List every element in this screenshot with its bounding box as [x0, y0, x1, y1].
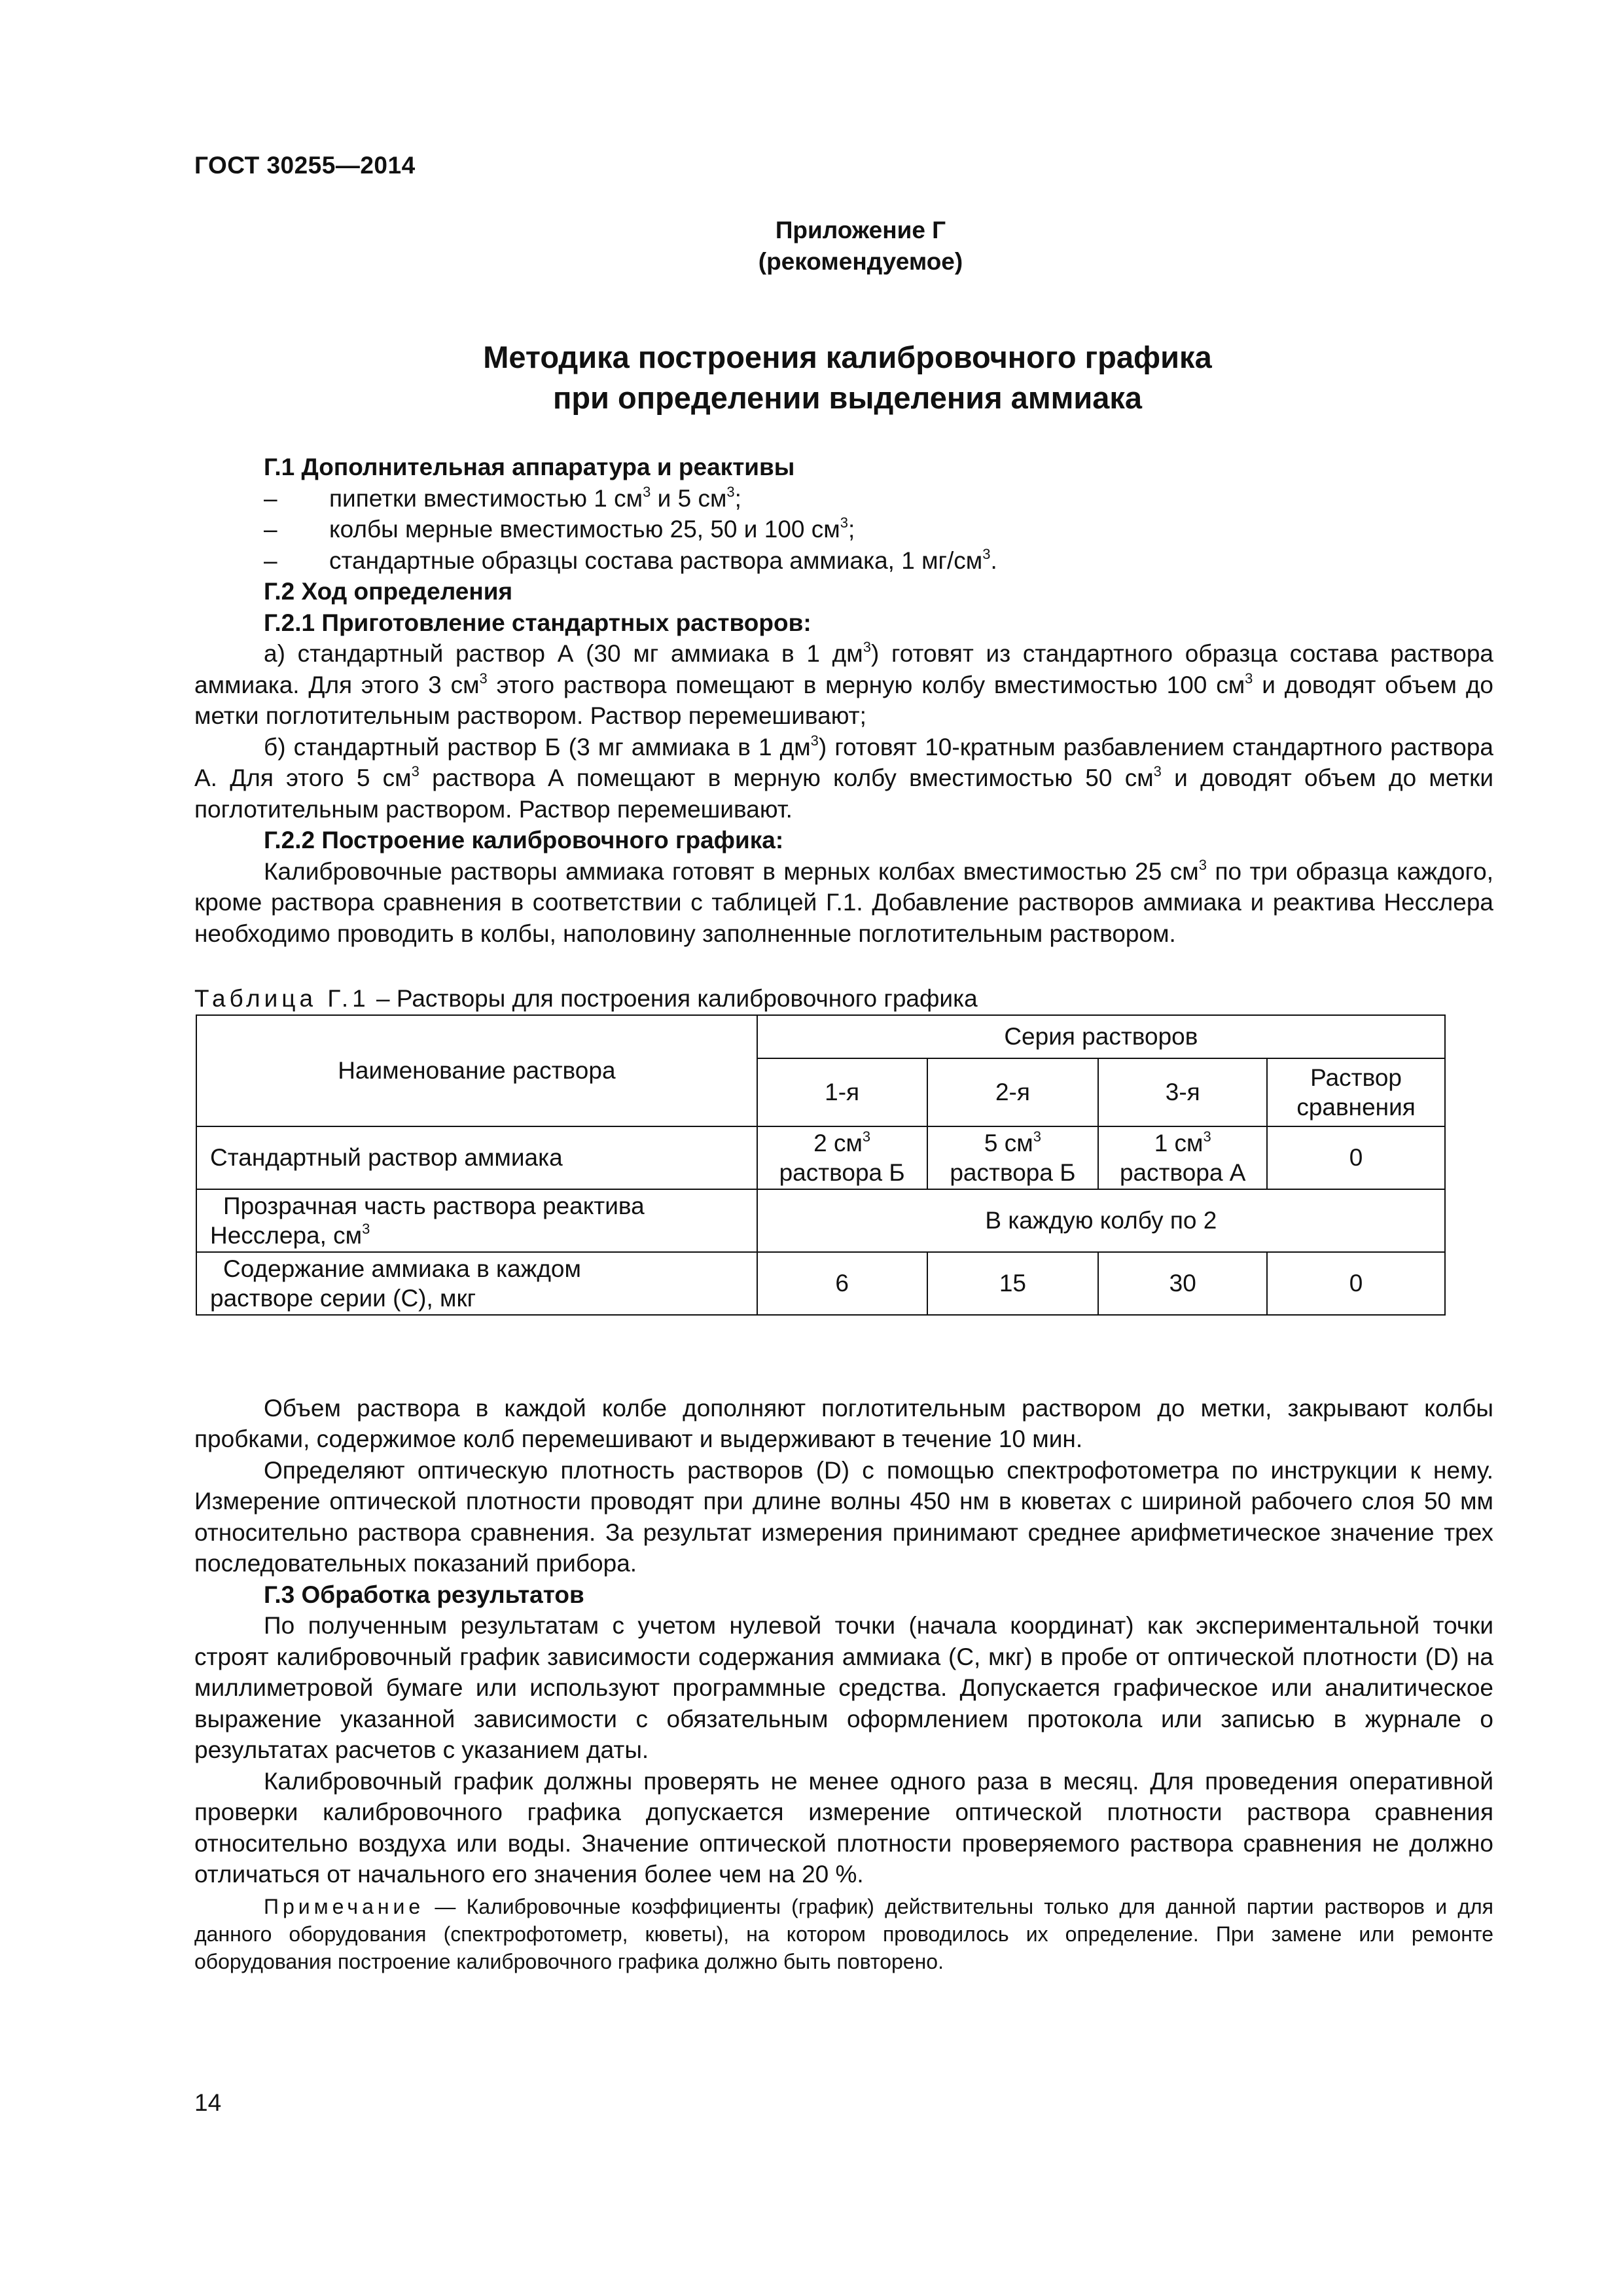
solutions-table	[196, 1014, 1446, 1316]
table-caption-label: Таблица Г.1	[194, 985, 370, 1012]
paragraph-processing: По полученным результатам с учетом нулевой точки (начала координат) как экспериментальной точки строят калибровочный график зависимости содержания аммиака (С, мкг) в пробе от оптической плотности (D) на миллиметровой бумаге или используют программные средства. Допускается графическое или аналитическое выражение указанной зависимости с обязательным оформлением протокола или записью в журнале о результатах расчетов с указанием даты.	[194, 1612, 1493, 1763]
appendix-status: (рекомендуемое)	[758, 248, 963, 275]
header-cell-series-2: 2-я	[927, 1058, 1099, 1126]
table-cell: 2 $см^3$ раствора Б	[757, 1126, 927, 1189]
table-cell: 1 $см^3$ раствора А	[1098, 1126, 1267, 1189]
table-caption	[194, 983, 1493, 1014]
paragraph-optical-density: Определяют оптическую плотность растворов (D) с помощью спектрофотометра по инструкции к нему. Измерение оптической плотности проводят при длине волны 450 нм в кюветах с шириной рабочего слоя 50 мм относительно раствора сравнения. За результат измерения принимают среднее арифметическое значение трех последовательных показаний прибора.	[194, 1456, 1493, 1577]
paragraph-verification: Калибровочный график должны проверять не менее одного раза в месяц. Для проведения оперативной проверки калибровочного графика допускается измерение оптической плотности раствора сравнения относительно воздуха или воды. Значение оптической плотности проверяемого раствора сравнения не должно отличаться от начального его значения более чем на 20 %.	[194, 1767, 1493, 1888]
section-g22-heading: Г.2.2 Построение калибровочного графика:	[264, 827, 784, 853]
appendix-title: Приложение Г	[775, 217, 946, 243]
section-g1-heading: Г.1 Дополнительная аппаратура и реактивы	[264, 454, 795, 480]
header-cell-series-3: 3-я	[1098, 1058, 1267, 1126]
table-row	[196, 1189, 1445, 1252]
table-cell: 0	[1267, 1126, 1445, 1189]
table-cell-merged: В каждую колбу по 2	[757, 1189, 1445, 1252]
table-cell: 5 $см^3$ раствора Б	[927, 1126, 1099, 1189]
cell-row-name: Содержание аммиака в каждом растворе серии (С), мкг	[196, 1252, 757, 1315]
header-cell-series-1: 1-я	[757, 1058, 927, 1126]
header-cell-reference: Раствор сравнения	[1267, 1058, 1445, 1126]
page-number: 14	[194, 2089, 222, 2116]
appendix-label	[0, 215, 1623, 278]
paragraph-calibration: Калибровочные растворы аммиака готовят в мерных колбах вместимостью 25 $см^3$ по три образца каждого, кроме раствора сравнения в соответствии с таблицей Г.1. Добавление растворов аммиака и реактива Несслера необходимо проводить в колбы, наполовину заполненные поглотительным раствором.	[194, 856, 1493, 947]
document-header: ГОСТ 30255—2014	[194, 152, 416, 179]
list-item: – колбы мерные вместимостью 25, 50 и 100 $см^3$;	[194, 514, 1493, 545]
section-g2-heading: Г.2 Ход определения	[264, 578, 513, 605]
table-row	[196, 1252, 1445, 1315]
table-cell: 0	[1267, 1252, 1445, 1315]
section-g3-heading: Г.3 Обработка результатов	[264, 1581, 584, 1608]
table-header-row	[196, 1015, 1445, 1058]
table-caption-text: – Растворы для построения калибровочного графика	[369, 985, 978, 1012]
cell-row-name: Стандартный раствор аммиака	[196, 1126, 757, 1189]
paragraph-volume: Объем раствора в каждой колбе дополняют поглотительным раствором до метки, закрывают колбы пробками, содержимое колб перемешивают и выдерживают в течение 10 мин.	[194, 1394, 1493, 1452]
header-cell-series: Серия растворов	[757, 1015, 1445, 1058]
list-item: – стандартные образцы состава раствора аммиака, 1 $мг/см^3$.	[194, 545, 1493, 577]
header-cell-name: Наименование раствора	[196, 1015, 757, 1126]
list-item: – пипетки вместимостью 1 $см^3$ и 5 $см^3$;	[194, 483, 1493, 514]
table-cell: 6	[757, 1252, 927, 1315]
table-row	[196, 1126, 1445, 1189]
paragraph-solution-a: а) стандартный раствор А (30 мг аммиака в 1 $дм^3$) готовят из стандартного образца состава раствора аммиака. Для этого 3 $см^3$ этого раствора помещают в мерную колбу вместимостью 100 $см^3$ и доводят объем до метки поглотительным раствором. Раствор перемешивают;	[194, 639, 1494, 729]
page-title	[0, 337, 1623, 418]
title-line-2: при определении выделения аммиака	[552, 380, 1143, 415]
title-line-1: Методика построения калибровочного графика	[483, 340, 1212, 374]
note-label: Примечание	[264, 1894, 425, 1918]
paragraph-solution-b: б) стандартный раствор Б (3 мг аммиака в 1 $дм^3$) готовят 10-кратным разбавлением стандартного раствора А. Для этого 5 $см^3$ раствора А помещают в мерную колбу вместимостью 50 $см^3$ и доводят объем до метки поглотительным раствором. Раствор перемешивают.	[194, 732, 1493, 823]
note	[194, 1893, 1493, 1975]
note-text: — Калибровочные коэффициенты (график) действительны только для данной партии растворов и для данного оборудования (спектрофотометр, кюветы), на котором проводилось их определение. При замене или ремонте оборудования построение калибровочного графика должно быть повторено.	[194, 1894, 1493, 1973]
document-body	[194, 452, 1493, 1975]
table-cell: 15	[927, 1252, 1099, 1315]
table-cell: 30	[1098, 1252, 1267, 1315]
section-g21-heading: Г.2.1 Приготовление стандартных растворов:	[264, 609, 812, 636]
cell-row-name: Прозрачная часть раствора реактива Несслера, $см^3$	[196, 1189, 757, 1252]
